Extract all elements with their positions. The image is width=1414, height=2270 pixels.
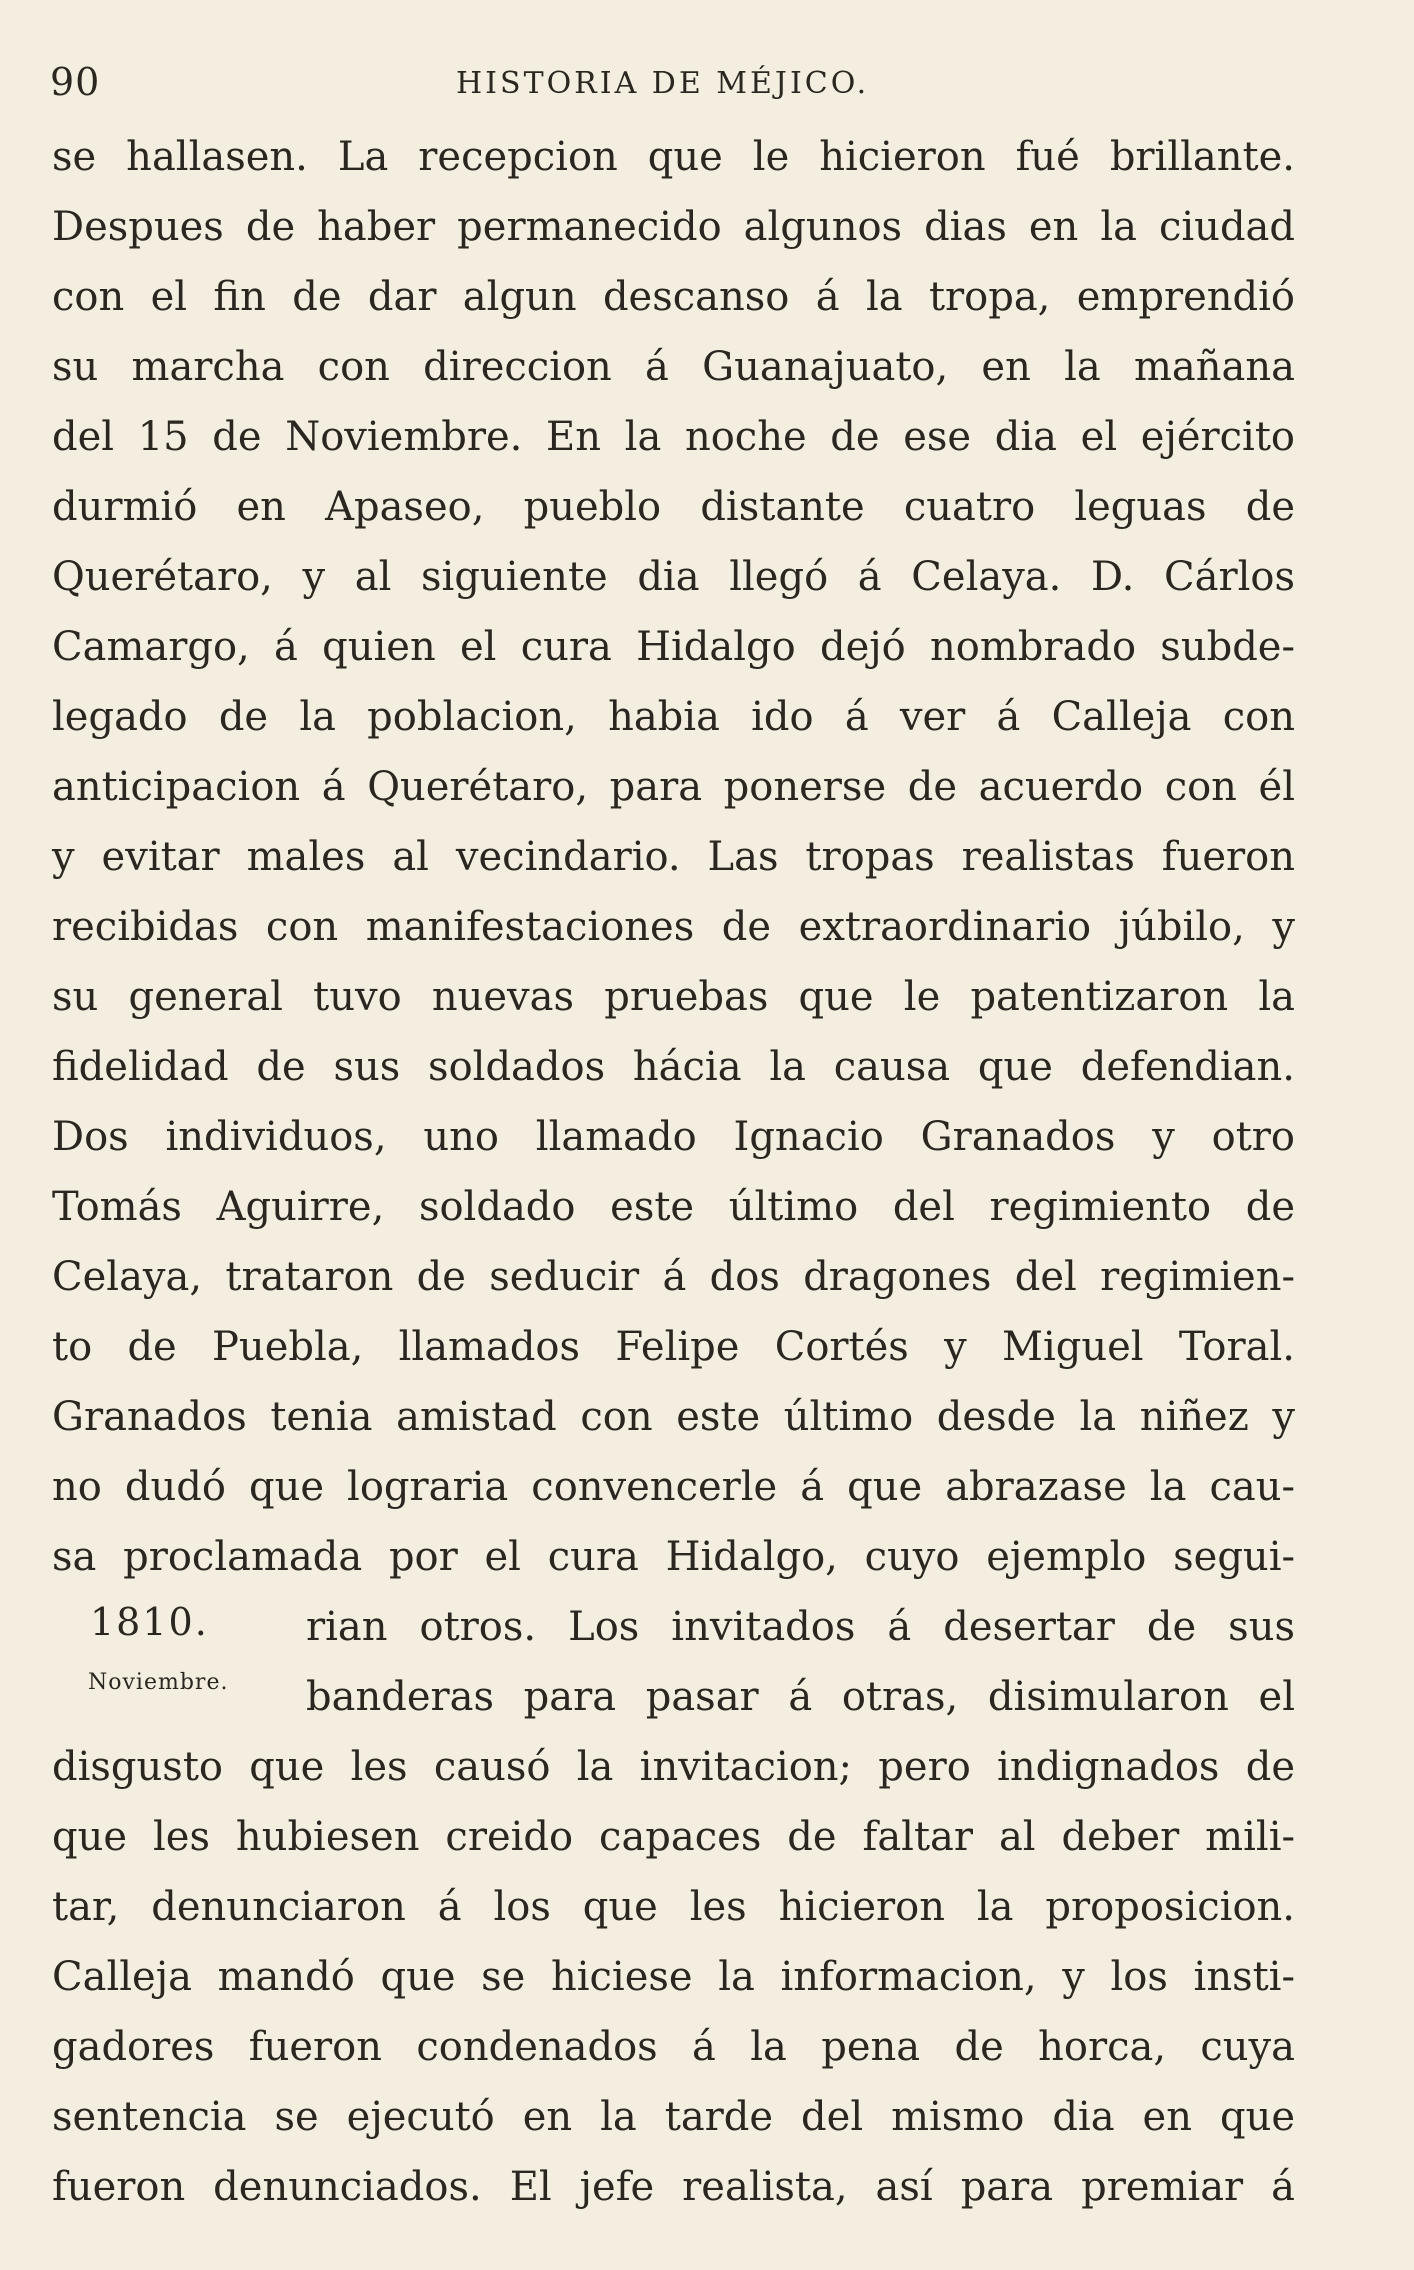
text-line: Dos individuos, uno llamado Ignacio Granados y otro <box>52 1114 1295 1160</box>
margin-note-month: Noviembre. <box>88 1670 229 1695</box>
text-line: Tomás Aguirre, soldado este último del regimiento de <box>52 1184 1295 1230</box>
text-line: sentencia se ejecutó en la tarde del mismo dia en que <box>52 2094 1295 2140</box>
text-line: recibidas con manifestaciones de extraordinario júbilo, y <box>52 904 1295 950</box>
text-line: sa proclamada por el cura Hidalgo, cuyo ejemplo segui- <box>52 1534 1295 1580</box>
text-line: del 15 de Noviembre. En la noche de ese dia el ejército <box>52 414 1295 460</box>
text-line: rian otros. Los invitados á desertar de sus <box>306 1604 1295 1650</box>
text-line: durmió en Apaseo, pueblo distante cuatro leguas de <box>52 484 1295 530</box>
text-line: su marcha con direccion á Guanajuato, en la mañana <box>52 344 1295 390</box>
text-line: que les hubiesen creido capaces de faltar al deber mili- <box>52 1814 1295 1860</box>
text-line: su general tuvo nuevas pruebas que le patentizaron la <box>52 974 1295 1020</box>
text-line: Celaya, trataron de seducir á dos dragones del regimien- <box>52 1254 1295 1300</box>
running-title: HISTORIA DE MÉJICO. <box>456 66 870 101</box>
text-line: fueron denunciados. El jefe realista, así para premiar á <box>52 2164 1295 2210</box>
text-line: to de Puebla, llamados Felipe Cortés y Miguel Toral. <box>52 1324 1295 1370</box>
text-line: legado de la poblacion, habia ido á ver á Calleja con <box>52 694 1295 740</box>
text-line: tar, denunciaron á los que les hicieron la proposicion. <box>52 1884 1295 1930</box>
page-header <box>50 52 1350 112</box>
text-line: Calleja mandó que se hiciese la informacion, y los insti- <box>52 1954 1295 2000</box>
text-line: con el fin de dar algun descanso á la tropa, emprendió <box>52 274 1295 320</box>
text-line: se hallasen. La recepcion que le hicieron fué brillante. <box>52 134 1295 180</box>
text-line: gadores fueron condenados á la pena de horca, cuya <box>52 2024 1295 2070</box>
text-line: no dudó que lograria convencerle á que abrazase la cau- <box>52 1464 1295 1510</box>
text-line: Camargo, á quien el cura Hidalgo dejó nombrado subde- <box>52 624 1295 670</box>
page-number: 90 <box>50 60 101 104</box>
text-line: Despues de haber permanecido algunos dias en la ciudad <box>52 204 1295 250</box>
text-line: y evitar males al vecindario. Las tropas realistas fueron <box>52 834 1295 880</box>
text-line: disgusto que les causó la invitacion; pero indignados de <box>52 1744 1295 1790</box>
margin-note-year: 1810. <box>90 1600 209 1644</box>
text-line: banderas para pasar á otras, disimularon el <box>306 1674 1295 1720</box>
text-line: Querétaro, y al siguiente dia llegó á Celaya. D. Cárlos <box>52 554 1295 600</box>
text-line: anticipacion á Querétaro, para ponerse de acuerdo con él <box>52 764 1295 810</box>
text-line: Granados tenia amistad con este último desde la niñez y <box>52 1394 1295 1440</box>
text-line: fidelidad de sus soldados hácia la causa que defendian. <box>52 1044 1295 1090</box>
